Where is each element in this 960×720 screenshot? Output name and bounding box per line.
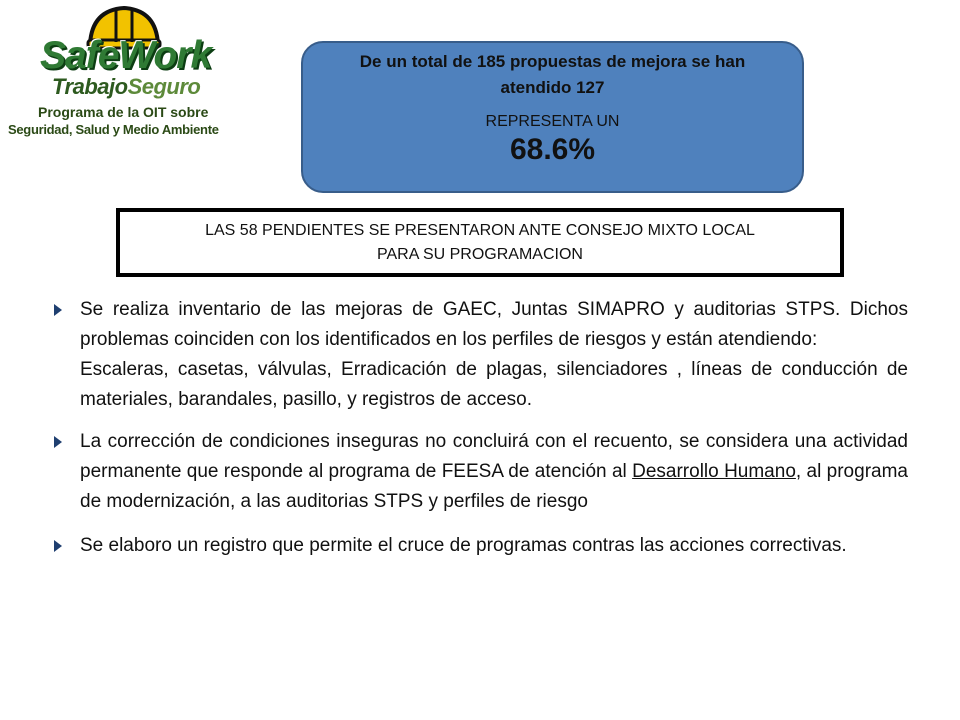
bullet-list [48,295,908,561]
summary-box [301,41,804,193]
safework-logo [0,0,233,143]
bullet-correction-post: , al programa de modernización, a las auditorias STPS y perfiles de riesgo [80,461,908,512]
logo-subtitle-rest: Seguro [127,74,201,99]
bullet-arrow-icon [54,304,62,316]
bullet-arrow-icon [54,540,62,552]
pending-notice-line2: PARA SU PROGRAMACION [377,246,583,263]
bullet-correction-text [80,427,908,517]
bullet-correction-underlined: Desarrollo Humano [632,461,796,482]
summary-headline: De un total de 185 propuestas de mejora se han atendido 127 [359,52,746,97]
bullet-arrow-icon [54,436,62,448]
bullet-inventory-list: Escaleras, casetas, válvulas, Erradicación de plagas, silenciadores , líneas de conducción de materiales, barandales, pasillo, y registros de acceso. [80,359,908,410]
logo-subtitle-bold: Trabajo [52,74,128,99]
summary-percent: 68.6% [509,133,596,166]
bullet-correction [48,427,908,517]
bullet-correction-pre: La corrección de condiciones inseguras no concluirá con el recuento, se considera una actividad permanente que responde al programa de FEESA de atención al [80,431,908,482]
bullet-inventory [48,295,908,415]
bullet-registry [48,531,908,561]
logo-subtitle [52,74,222,100]
pending-notice [116,208,844,277]
bullet-registry-text: Se elaboro un registro que permite el cruce de programas contras las acciones correctivas. [80,535,847,556]
summary-represent-label: REPRESENTA UN [485,113,620,130]
logo-topics-line: Seguridad, Salud y Medio Ambiente [8,122,219,137]
logo-program-line: Programa de la OIT sobre [38,104,209,120]
pending-notice-line1: LAS 58 PENDIENTES SE PRESENTARON ANTE CONSEJO MIXTO LOCAL [205,222,755,239]
logo-brand: SafeWork [40,34,212,77]
bullet-inventory-text: Se realiza inventario de las mejoras de GAEC, Juntas SIMAPRO y auditorias STPS. Dichos problemas coinciden con los identificados en los perfiles de riesgos y están atendiendo: [80,299,908,350]
